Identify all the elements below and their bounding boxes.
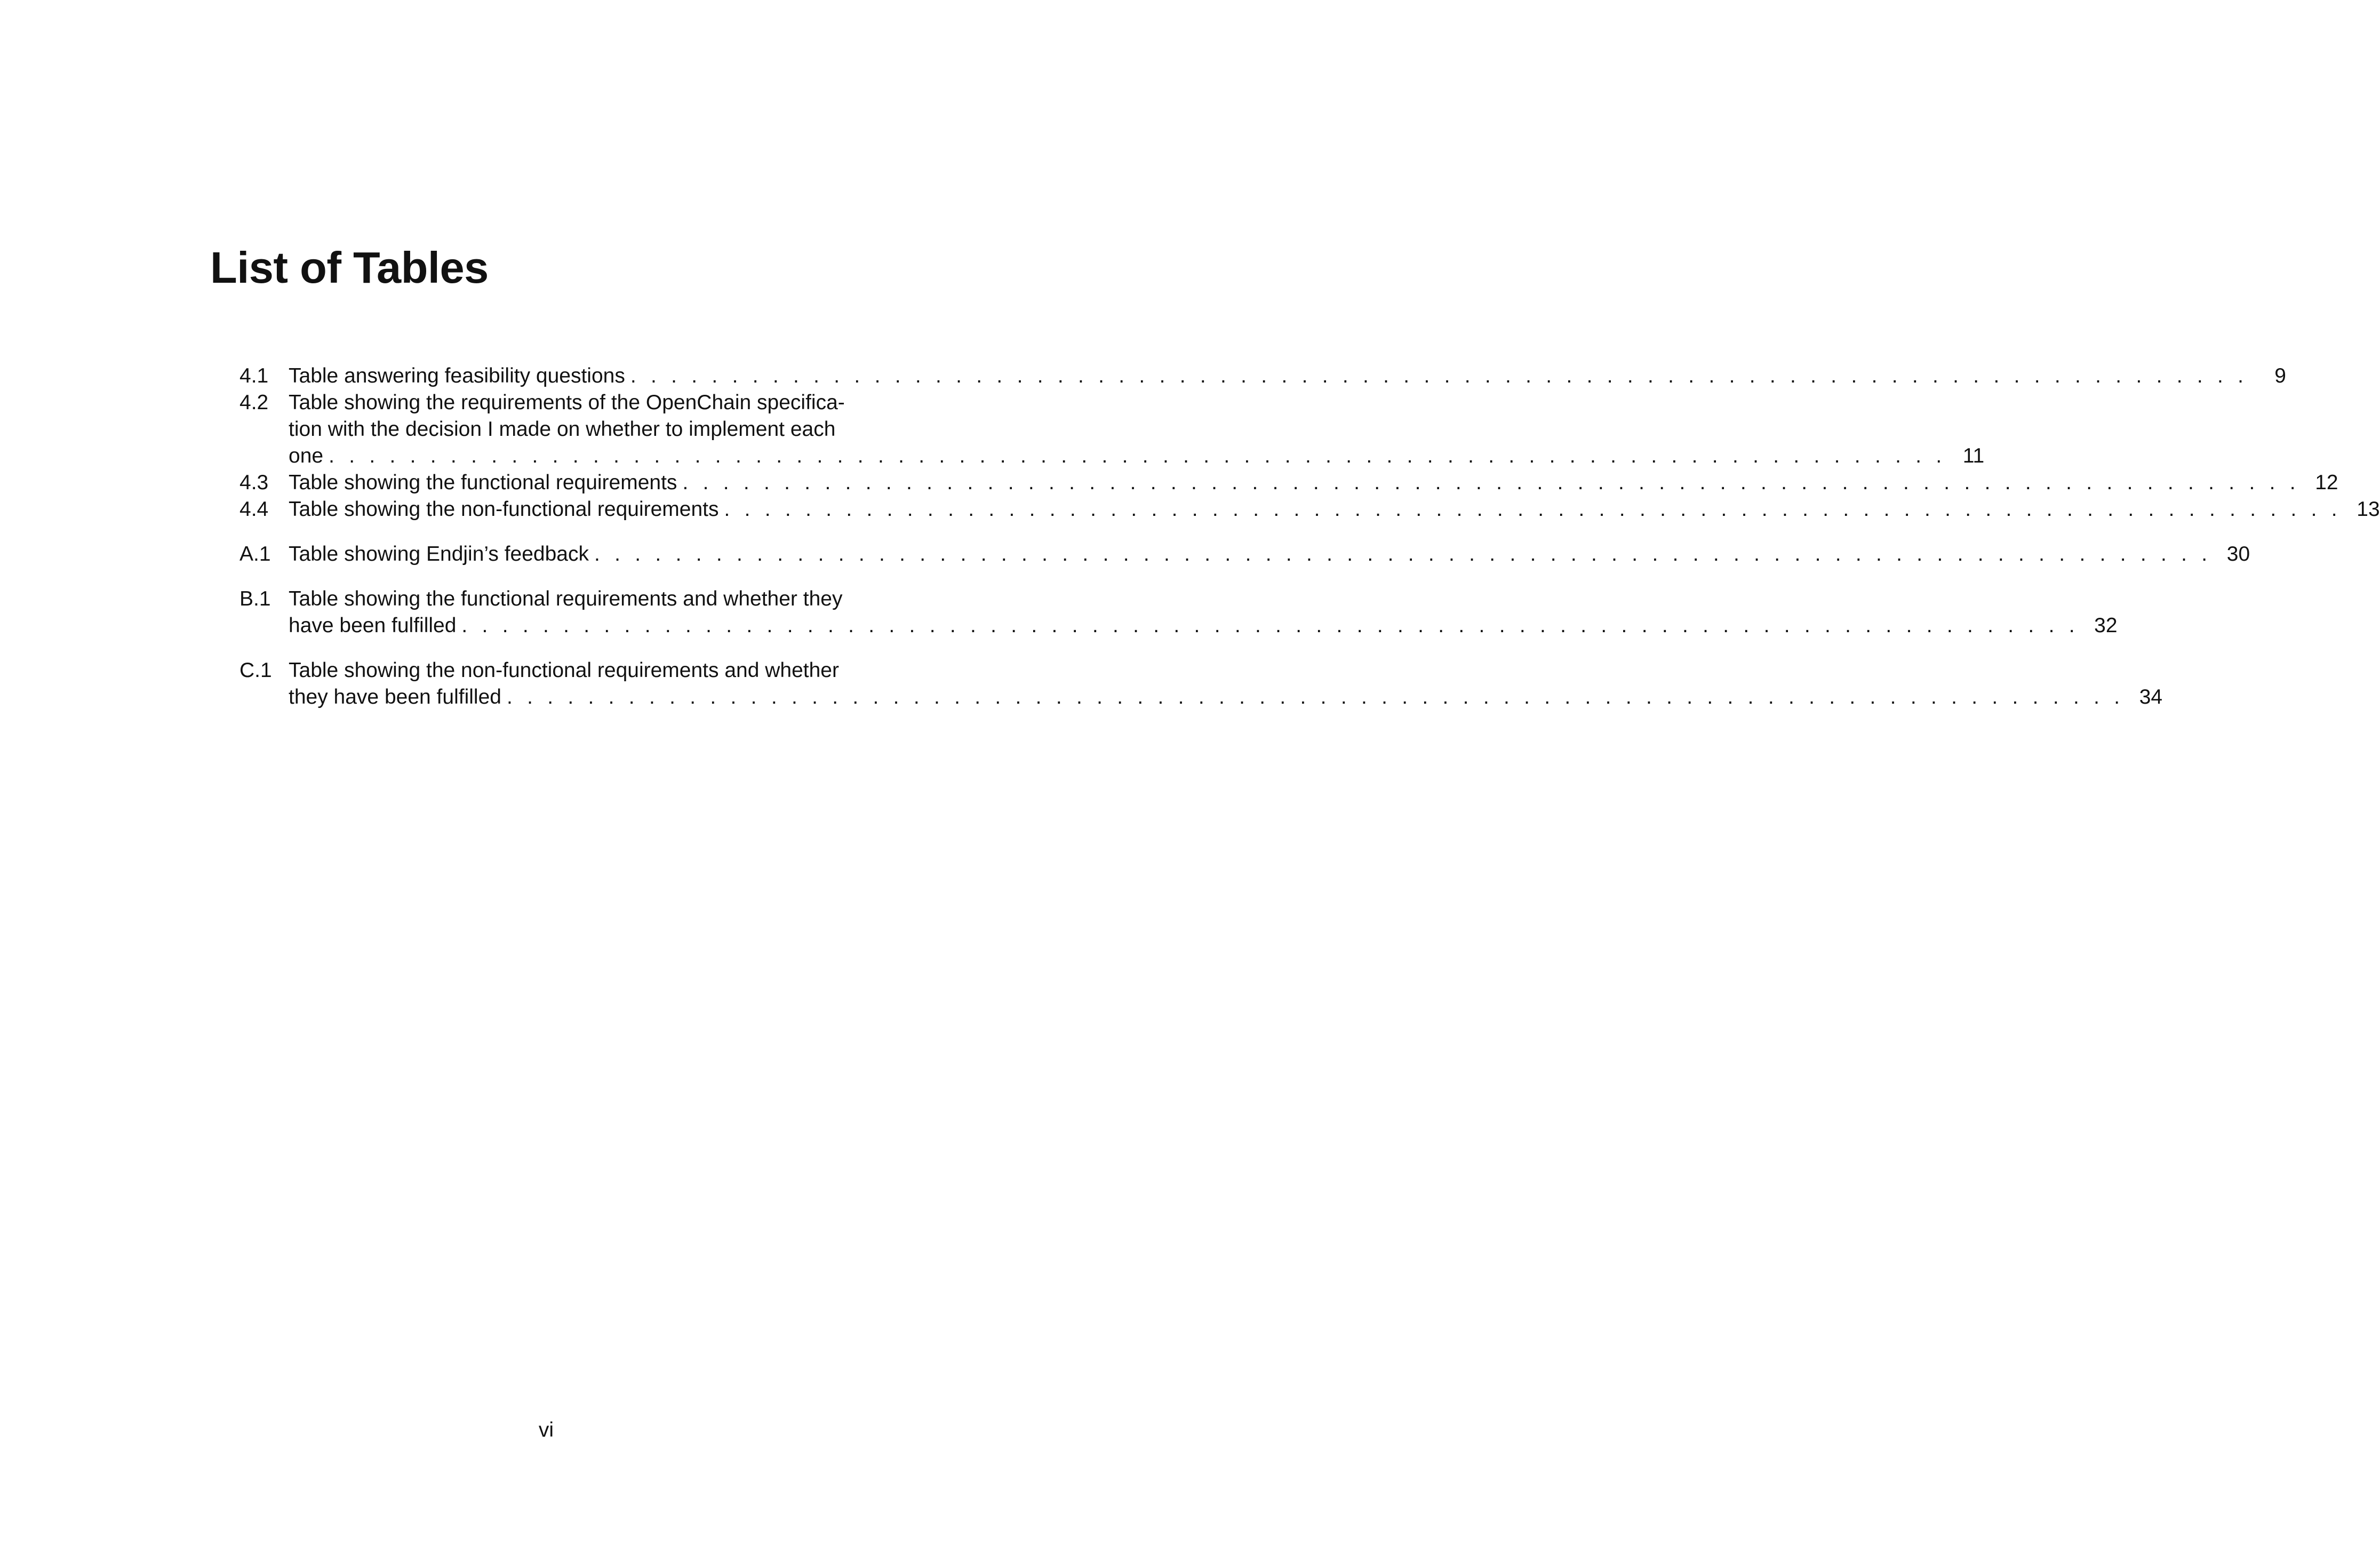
leader-dots: . . . . . . . . . . . . . . . . . . . . . . . . . . . . . . . . . . . . . . . . . . . . . . . . . . . . . . . . . . . . . . . . . . . . . . . . . . . . . . . . — [461, 614, 2075, 637]
list-of-tables — [239, 363, 2380, 711]
entry-page-number: 30 — [2226, 543, 2250, 566]
entry-page-number: 11 — [1962, 444, 1985, 467]
entry-title-line: tion with the decision I made on whether to implement each — [289, 418, 836, 441]
toc-entry-4-4[interactable] — [239, 496, 2380, 523]
entry-page-number: 13 — [2357, 498, 2380, 521]
toc-group-appendix-c — [239, 657, 2163, 711]
toc-entry-4-1[interactable] — [239, 363, 2286, 389]
entry-title: have been fulfilled — [289, 614, 457, 637]
entry-title: they have been fulfilled — [289, 686, 501, 708]
toc-entry-b-1[interactable] — [239, 586, 2118, 639]
entry-number: 4.3 — [239, 471, 269, 494]
entry-title: Table showing Endjin’s feedback — [289, 543, 589, 566]
entry-title: Table showing the non-functional requirements — [289, 498, 719, 521]
page-title: List of Tables — [210, 243, 489, 292]
toc-group-chapter-4 — [239, 363, 2380, 523]
toc-entry-4-2[interactable] — [239, 389, 1985, 469]
leader-dots: . . . . . . . . . . . . . . . . . . . . . . . . . . . . . . . . . . . . . . . . . . . . . . . . . . . . . . . . . . . . . . . . . . . . . . . . . . . . . . . . — [724, 498, 2337, 521]
leader-dots: . . . . . . . . . . . . . . . . . . . . . . . . . . . . . . . . . . . . . . . . . . . . . . . . . . . . . . . . . . . . . . . . . . . . . . . . . . . . . . . . — [594, 543, 2208, 566]
leader-dots: . . . . . . . . . . . . . . . . . . . . . . . . . . . . . . . . . . . . . . . . . . . . . . . . . . . . . . . . . . . . . . . . . . . . . . . . . . . . . . . . — [506, 686, 2120, 708]
entry-title-line: Table showing the non-functional requirements and whether — [289, 659, 839, 682]
leader-dots: . . . . . . . . . . . . . . . . . . . . . . . . . . . . . . . . . . . . . . . . . . . . . . . . . . . . . . . . . . . . . . . . . . . . . . . . . . . . . . . . — [682, 471, 2296, 494]
leader-dots: . . . . . . . . . . . . . . . . . . . . . . . . . . . . . . . . . . . . . . . . . . . . . . . . . . . . . . . . . . . . . . . . . . . . . . . . . . . . . . . . — [630, 364, 2243, 387]
entry-number: C.1 — [239, 659, 272, 682]
entry-title-line: Table showing the requirements of the OpenChain specifica- — [289, 391, 845, 414]
page-number: vi — [538, 1419, 554, 1442]
entry-title-line: Table showing the functional requirements and whether they — [289, 587, 843, 610]
entry-page-number: 34 — [2139, 686, 2163, 708]
entry-title: Table showing the functional requirements — [289, 471, 677, 494]
toc-entry-c-1[interactable] — [239, 657, 2163, 711]
toc-entry-a-1[interactable] — [239, 541, 2250, 568]
entry-number: 4.2 — [239, 391, 269, 414]
entry-page-number: 9 — [2274, 364, 2286, 387]
leader-dots: . . . . . . . . . . . . . . . . . . . . . . . . . . . . . . . . . . . . . . . . . . . . . . . . . . . . . . . . . . . . . . . . . . . . . . . . . . . . . . . . — [329, 444, 1942, 467]
entry-number: B.1 — [239, 587, 271, 610]
entry-number: 4.1 — [239, 364, 269, 387]
toc-group-appendix-b — [239, 586, 2118, 639]
entry-title: one — [289, 444, 324, 467]
entry-page-number: 32 — [2094, 614, 2118, 637]
entry-page-number: 12 — [2315, 471, 2338, 494]
toc-group-appendix-a — [239, 541, 2250, 568]
toc-entry-4-3[interactable] — [239, 469, 2338, 496]
entry-number: 4.4 — [239, 498, 269, 521]
entry-title: Table answering feasibility questions — [289, 364, 625, 387]
entry-number: A.1 — [239, 543, 271, 566]
